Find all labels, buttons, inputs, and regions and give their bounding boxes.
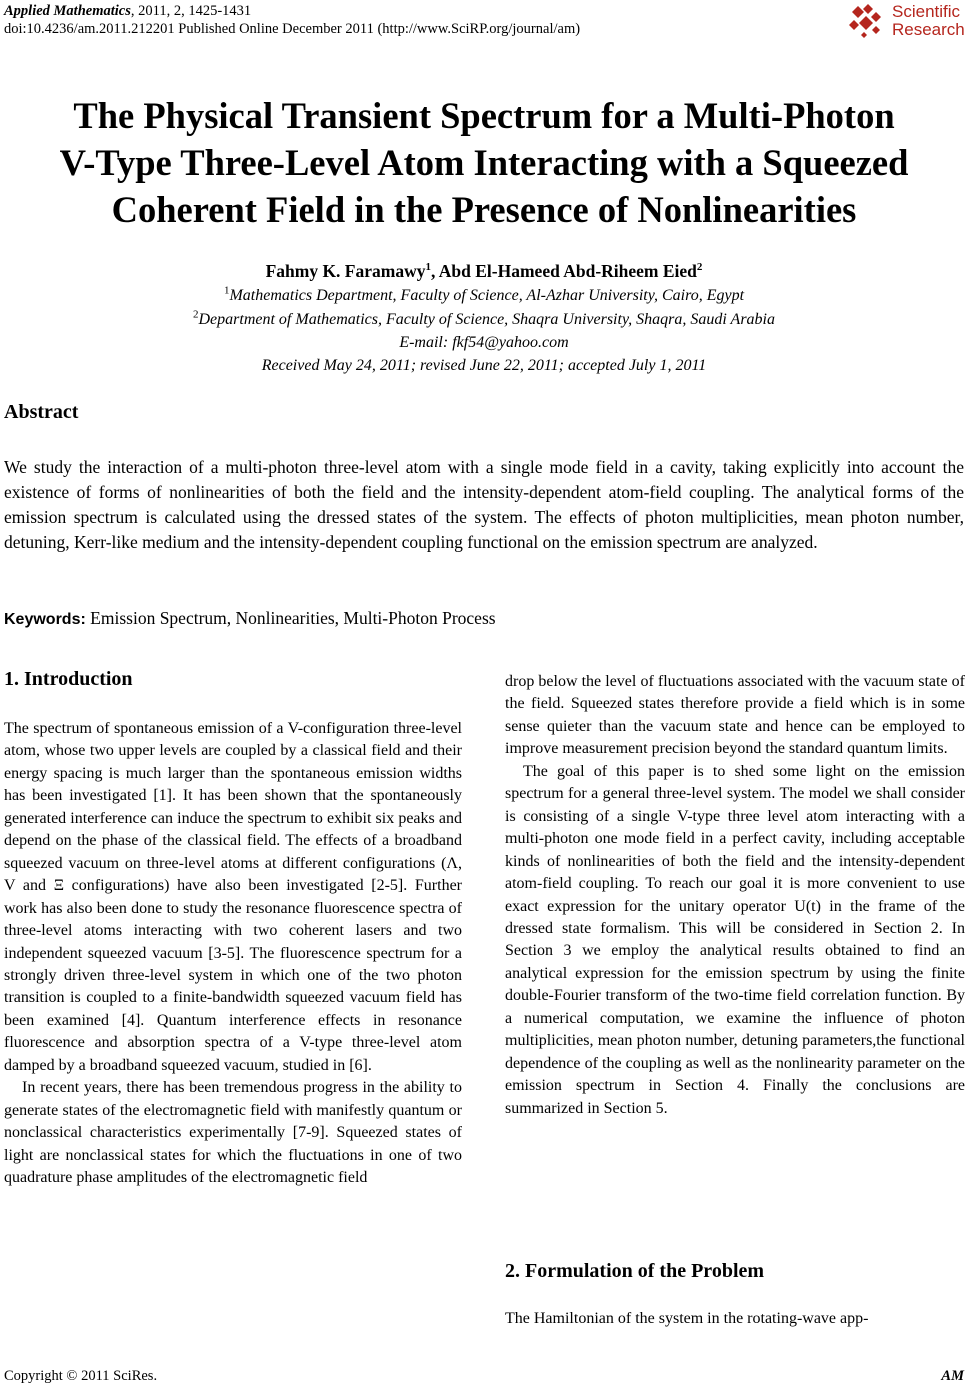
received-dates — [0, 355, 968, 377]
abstract-text: We study the interaction of a multi-photon three-level atom with a single mode field in a cavity, taking explicitly into account the existence of forms of nonlinearities of both the field and the intensity-dependent atom-field coupling. The analytical forms of the emission spectrum is calculated using the dressed states of the system. The effects of photon multiplicities, mean photon number, detuning, Kerr-like medium and the intensity-dependent coupling functional on the emission spectrum are analyzed. — [4, 457, 964, 552]
journal-name: Applied Mathematics — [4, 3, 131, 19]
paper-title — [0, 92, 968, 233]
keywords-label: Keywords: — [4, 611, 86, 628]
aff1-sup: 1 — [223, 284, 230, 297]
title-line-1: The Physical Transient Spectrum for a Multi-Photon — [73, 95, 895, 136]
left-column — [4, 718, 462, 1190]
keywords-text: Emission Spectrum, Nonlinearities, Multi-Photon Process — [90, 608, 496, 628]
logo-line2: Research — [892, 20, 965, 39]
affiliation-1 — [0, 285, 968, 307]
journal-abbr: AM — [941, 1368, 964, 1384]
aff2-sup: 2 — [192, 308, 199, 321]
author-email — [0, 332, 968, 354]
doi-line: doi:10.4236/am.2011.212201 Published Online December 2011 (http://www.SciRP.org/journal/am) — [4, 21, 581, 37]
aff1-text: Mathematics Department, Faculty of Science, Al-Azhar University, Cairo, Egypt — [229, 287, 745, 304]
author-list — [0, 259, 968, 283]
logo-line1: Scientific — [892, 2, 961, 21]
intro-paragraph-2: In recent years, there has been tremendous progress in the ability to generate states of the electromagnetic field with manifestly quantum or nonclassical characteristics experimentally [7-9]. Squeezed states of light are nonclassical states for which the fluctuations in one of two quadrature phase amplitudes of the electromagnetic field — [4, 1079, 462, 1187]
logo-wordmark — [892, 3, 965, 39]
section-2-text — [505, 1308, 965, 1330]
intro-paragraph-1: The spectrum of spontaneous emission of a V-configuration three-level atom, whose two upper levels are coupled by a classical field and their energy spacing is much larger than the spontaneous emission widths has been investigated [1]. It has been shown that the spontaneously generated interference can induce the spectrum to exhibit six peaks and depend on the phase of the classical field. The effects of a broadband squeezed vacuum on three-level atoms at different configurations (Λ, V and Ξ configurations) have also been investigated [2-5]. Further work has also been done to study the resonance fluorescence spectra of three-level atoms interacting with two coherent lasers and two independent squeezed vacuum [3-5]. The fluorescence spectrum for a strongly driven three-level system in which one of the two photon transition is coupled to a finite-bandwidth squeezed vacuum field has been examined [4]. Quantum interference effects in resonance fluorescence and absorption spectra of a V-type three-level atom damped by a broadband squeezed vacuum, studied in [6]. — [4, 720, 462, 1074]
page-footer — [4, 1368, 964, 1385]
author-2-sup: 2 — [696, 261, 703, 274]
intro-paragraph-4: The goal of this paper is to shed some light on the emission spectrum for a general three-level system. The model we shall consider is consisting of a single V-type three level atom interacting with a multi-photon one mode field in a perfect cavity, including acceptable kinds of nonlinearities of both the field and the intensity-dependent atom-field coupling. To reach our goal it is more convenient to use exact expression for the unitary operator U(t) in the frame of the dressed state formalism. This will be considered in Section 2. In Section 3 we employ the analytical results obtained to find an analytical expression for the emission spectrum by using the finite double-Fourier transform of the two-time field correlation function. By a numerical computation, we examine the influence of photon multiplicities, mean photon number, detuning parameters,the functional dependence of the coupling as well as the nonlinearity parameter on the emission spectrum in Section 4. Finally the conclusions are summarized in Section 5. — [505, 762, 965, 1117]
author-2: , Abd El-Hameed Abd-Riheem Eied — [430, 261, 697, 281]
intro-paragraph-3: drop below the level of fluctuations associated with the vacuum state of the field. Squeezed states therefore provide a field which is in some sense quieter than the vacuum state and hence can be employed to improve measurement precision beyond the standard quantum limits. — [505, 673, 965, 758]
journal-info: , 2011, 2, 1425-1431 — [130, 3, 252, 19]
scirp-logo-icon — [846, 4, 886, 40]
page-header — [4, 2, 724, 38]
right-column — [505, 671, 965, 1120]
received-text: Received May 24, 2011; revised June 22, 2011; accepted July 1, 2011 — [261, 357, 707, 374]
email-text: E-mail: fkf54@yahoo.com — [399, 334, 569, 351]
journal-citation — [4, 2, 724, 20]
abstract-heading: Abstract — [4, 401, 79, 423]
copyright: Copyright © 2011 SciRes. — [4, 1368, 158, 1384]
author-1-sup: 1 — [425, 261, 431, 274]
aff2-text: Department of Mathematics, Faculty of Science, Shaqra University, Shaqra, Saudi Arabia — [198, 311, 775, 328]
title-line-3: Coherent Field in the Presence of Nonlinearities — [111, 189, 857, 230]
keywords — [4, 608, 496, 629]
publisher-logo — [846, 2, 966, 42]
section-2-heading: 2. Formulation of the Problem — [505, 1260, 765, 1282]
title-line-2: V-Type Three-Level Atom Interacting with a Squeezed — [59, 142, 909, 183]
section-1-heading: 1. Introduction — [4, 668, 133, 690]
formulation-paragraph-1: The Hamiltonian of the system in the rotating-wave app- — [505, 1310, 869, 1327]
author-1: Fahmy K. Faramawy — [265, 261, 426, 281]
affiliation-2 — [0, 309, 968, 331]
